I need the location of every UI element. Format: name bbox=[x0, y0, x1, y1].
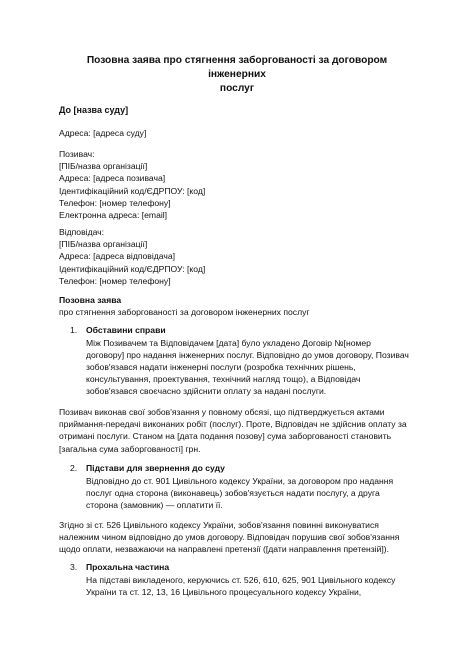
section-line: На підставі викладеного, керуючись ст. 526, 610, 625, 901 Цивільного кодексу bbox=[86, 574, 396, 585]
plaintiff-name: [ПІБ/назва організації] bbox=[59, 161, 148, 172]
document-title-line: Позовна заява про стягнення заборгованості за договором інженерних bbox=[86, 55, 388, 80]
claim-heading: Позовна заява bbox=[59, 295, 122, 305]
section-line: Між Позивачем та Відповідачем [дата] було укладено Договір №[номер bbox=[86, 337, 371, 348]
paragraph-line: Згідно зі ст. 526 Цивільного кодексу України, зобов'язання повинні виконуватися bbox=[59, 520, 379, 530]
court-heading: До [назва суду] bbox=[59, 105, 129, 115]
paragraph-line: приймання-передачі виконаних робіт (послуг). Проте, Відповідач не здійснив оплату за bbox=[59, 419, 407, 430]
paragraph-obligations bbox=[59, 519, 399, 556]
plaintiff-email: Електронна адреса: [email] bbox=[59, 210, 168, 221]
defendant-address: Адреса: [адреса відповідача] bbox=[59, 251, 176, 262]
section-body bbox=[86, 475, 393, 512]
section-heading: Підстави для звернення до суду bbox=[86, 463, 225, 473]
paragraph-line: щодо оплати, незважаючи на направлені претензії ([дати направлення претензій]). bbox=[59, 544, 390, 555]
section-line: зобов'язався надати інженерні послуги (розробка технічних рішень, bbox=[86, 361, 356, 372]
court-address: Адреса: [адреса суду] bbox=[59, 128, 147, 138]
plaintiff-address: Адреса: [адреса позивача] bbox=[59, 173, 166, 184]
defendant-name: [ПІБ/назва організації] bbox=[59, 239, 148, 250]
section-number: 1. bbox=[70, 325, 78, 335]
section-line: України та ст. 12, 13, 16 Цивільного процесуального кодексу України, bbox=[86, 586, 362, 597]
defendant-label: Відповідач: bbox=[59, 227, 105, 237]
paragraph-line: Позивач виконав свої зобов'язання у повному обсязі, що підтверджується актами bbox=[59, 407, 385, 417]
plaintiff-label: Позивач: bbox=[59, 149, 95, 159]
section-line: зобов'язався своєчасно здійснити оплату за надані послуги. bbox=[86, 386, 327, 397]
document-title bbox=[60, 54, 414, 96]
document-title-line: послуг bbox=[219, 83, 255, 94]
section-heading: Прохальна частина bbox=[86, 562, 170, 572]
section-number: 3. bbox=[70, 562, 78, 572]
paragraph-line: отримані послуги. Станом на [дата подання позову] сума заборгованості становить bbox=[59, 431, 392, 442]
section-heading: Обставини справи bbox=[86, 325, 166, 335]
defendant-code: Ідентифікаційний код/ЄДРПОУ: [код] bbox=[59, 263, 206, 274]
plaintiff-phone: Телефон: [номер телефону] bbox=[59, 197, 171, 208]
defendant-phone: Телефон: [номер телефону] bbox=[59, 275, 171, 286]
section-line: сторона (замовник) — оплатити її. bbox=[86, 499, 223, 510]
section-line: договору] про надання інженерних послуг. Відповідно до умов договору, Позивач bbox=[86, 349, 409, 360]
paragraph-performance bbox=[59, 406, 407, 455]
section-line: консультування, проектування, технічний нагляд тощо), а Відповідач bbox=[86, 374, 361, 385]
claim-block bbox=[59, 294, 310, 318]
section-line: Відповідно до ст. 901 Цивільного кодексу України, за договором про надання bbox=[86, 475, 394, 486]
section-number: 2. bbox=[70, 463, 78, 473]
section-line: послуг одна сторона (виконавець) зобов'язується надати послугу, а друга bbox=[86, 487, 380, 498]
plaintiff-block bbox=[59, 148, 205, 221]
section-body bbox=[86, 337, 409, 398]
claim-subtitle: про стягнення заборгованості за договором інженерних послуг bbox=[59, 307, 310, 318]
plaintiff-code: Ідентифікаційний код/ЄДРПОУ: [код] bbox=[59, 185, 206, 196]
paragraph-line: належним чином відповідно до умов договору. Відповідач порушив свої зобов'язання bbox=[59, 532, 400, 543]
defendant-block bbox=[59, 226, 205, 287]
section-body bbox=[86, 574, 395, 598]
paragraph-line: [загальна сума заборгованості] грн. bbox=[59, 443, 201, 454]
